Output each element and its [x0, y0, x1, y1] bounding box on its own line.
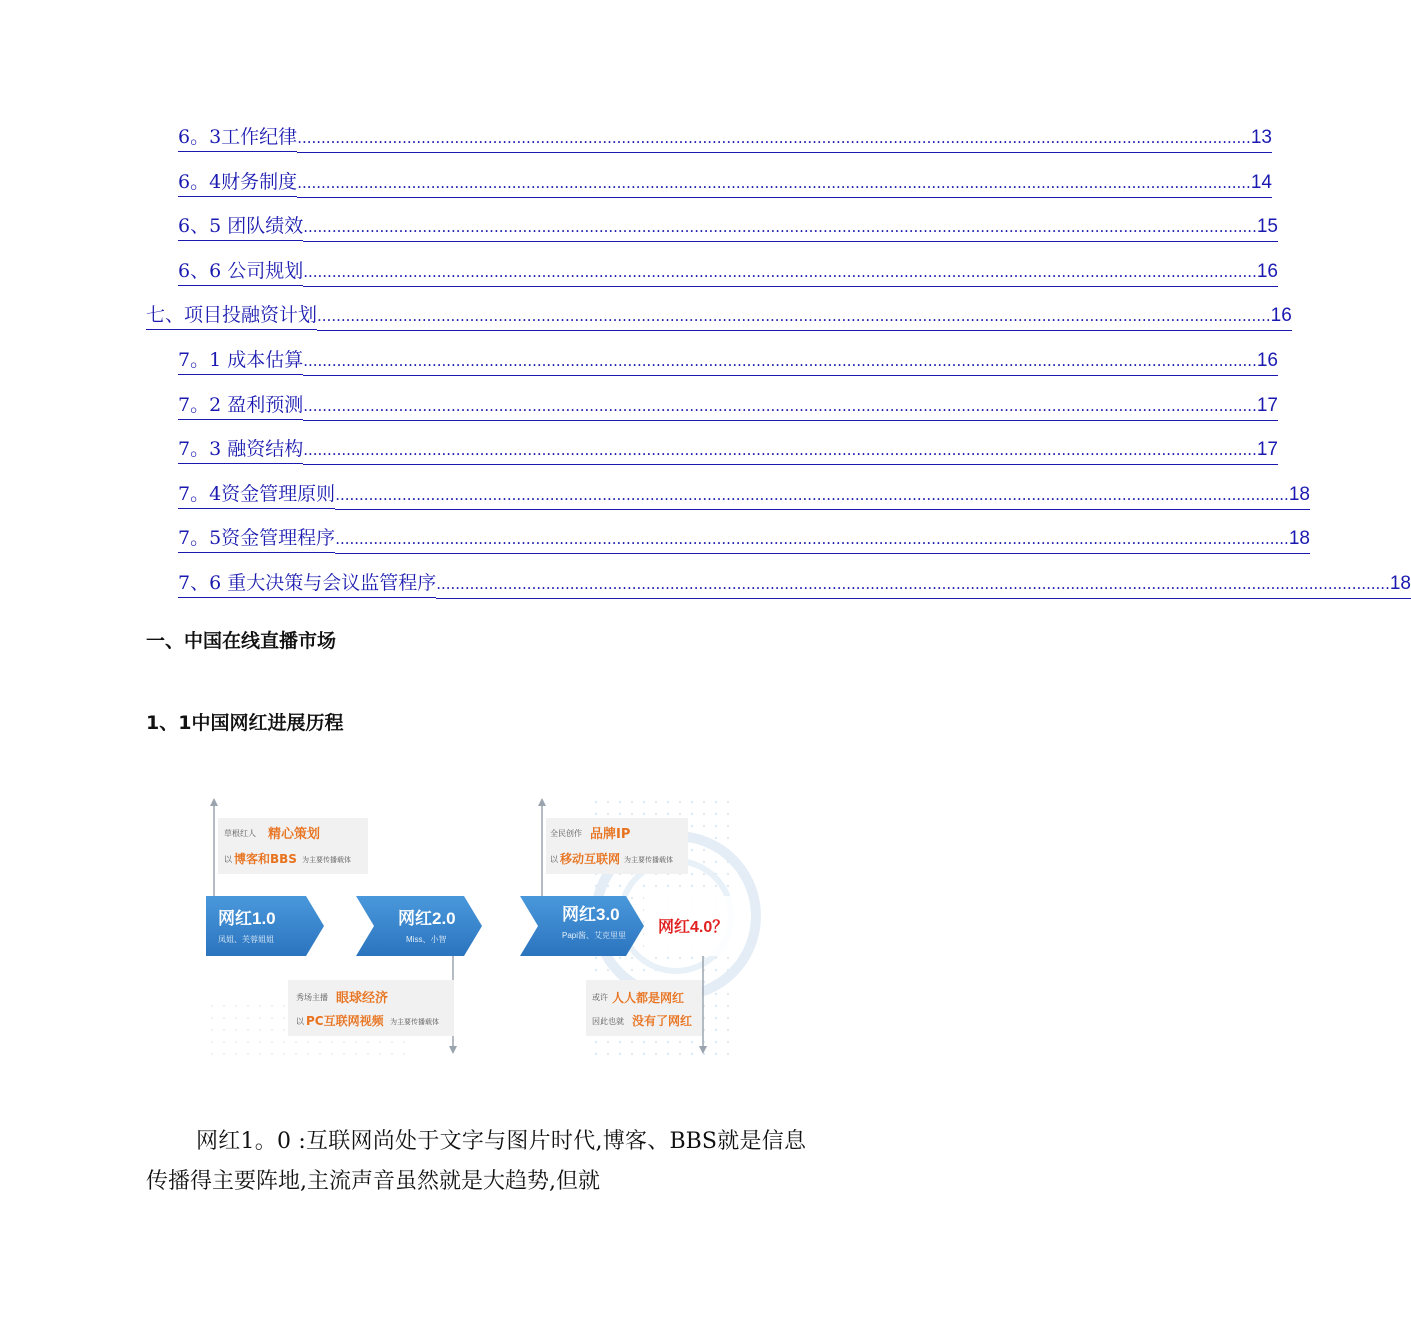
toc-leader-dots: ........................................................................................................................................................................................................	[303, 393, 1257, 421]
toc-entry[interactable]	[178, 570, 1411, 599]
stage-subtitle: 凤姐、芙蓉姐姐	[218, 935, 274, 944]
box-highlight: 博客和BBS	[234, 852, 297, 866]
toc-entry[interactable]	[178, 258, 1278, 287]
toc-leader-dots: ........................................................................................................................................................................................................	[335, 482, 1289, 510]
box-label: 或许	[592, 993, 608, 1002]
box-label: 全民创作	[550, 829, 582, 838]
toc-leader-dots: ........................................................................................................................................................................................................	[297, 170, 1251, 198]
box-label: 以	[550, 855, 558, 864]
toc-entry-title: 6。4财务制度	[178, 169, 297, 197]
toc-entry[interactable]	[146, 302, 1292, 331]
toc-entry[interactable]	[178, 392, 1278, 421]
box-label: 因此也就	[592, 1017, 624, 1026]
toc-leader-dots: ........................................................................................................................................................................................................	[335, 526, 1289, 554]
toc-entry-title: 7。5资金管理程序	[178, 525, 335, 553]
box-highlight: 眼球经济	[336, 991, 389, 1006]
toc-entry-title: 7。4资金管理原则	[178, 481, 335, 509]
subsection-heading: 1、1中国网红进展历程	[146, 712, 344, 734]
toc-leader-dots: ........................................................................................................................................................................................................	[297, 125, 1251, 153]
toc-entry-title: 7、6 重大决策与会议监管程序	[178, 570, 436, 598]
toc-page-number: 18	[1390, 571, 1411, 599]
toc-entry-title: 6、5 团队绩效	[178, 213, 303, 241]
box-label: 以	[224, 855, 232, 864]
toc-entry-title: 7。3 融资结构	[178, 436, 303, 464]
box-label: 为主要传播载体	[390, 1018, 439, 1026]
box-highlight: 人人都是网红	[612, 991, 685, 1005]
toc-entry[interactable]	[178, 525, 1310, 554]
box-highlight: 没有了网红	[632, 1014, 693, 1028]
box-label: 秀场主播	[296, 993, 328, 1002]
toc-page-number: 17	[1257, 393, 1278, 421]
influencer-timeline-figure	[206, 796, 736, 1056]
toc-leader-dots: ........................................................................................................................................................................................................	[436, 571, 1390, 599]
toc-page-number: 16	[1257, 348, 1278, 376]
paragraph-text: 网红1。0 :互联网尚处于文字与图片时代,博客、BBS就是信息传播得主要阵地,主流声音虽然就是大趋势,但就	[146, 1129, 806, 1194]
toc-page-number: 13	[1251, 125, 1272, 153]
toc-page-number: 16	[1271, 303, 1292, 331]
toc-leader-dots: ........................................................................................................................................................................................................	[303, 214, 1257, 242]
stage-title: 网红3.0	[562, 905, 620, 924]
box-highlight: 移动互联网	[560, 852, 621, 866]
toc-entry[interactable]	[178, 169, 1272, 198]
stage-title: 网红4.0？	[658, 919, 729, 936]
toc-entry-title: 6。3工作纪律	[178, 124, 297, 152]
toc-entry-title: 7。1 成本估算	[178, 347, 303, 375]
toc-entry[interactable]	[178, 436, 1278, 465]
stage-subtitle: Miss、小智	[406, 935, 447, 944]
box-label: 为主要传播载体	[302, 856, 351, 864]
toc-leader-dots: ........................................................................................................................................................................................................	[317, 303, 1271, 331]
section-heading: 一、中国在线直播市场	[146, 630, 337, 652]
toc-entry-title: 7。2 盈利预测	[178, 392, 303, 420]
stage-subtitle: Papi酱、艾克里里	[562, 931, 627, 940]
box-label: 为主要传播载体	[624, 856, 673, 864]
stage-title: 网红2.0	[398, 909, 456, 928]
toc-entry[interactable]	[178, 213, 1278, 242]
box-highlight: 品牌IP	[590, 827, 631, 842]
box-label: 草根红人	[224, 829, 256, 838]
toc-page-number: 18	[1289, 526, 1310, 554]
toc-leader-dots: ........................................................................................................................................................................................................	[303, 348, 1257, 376]
toc-page-number: 17	[1257, 437, 1278, 465]
toc-entry[interactable]	[178, 347, 1278, 376]
toc-page-number: 15	[1257, 214, 1278, 242]
box-label: 以	[296, 1017, 304, 1026]
toc-page-number: 16	[1257, 259, 1278, 287]
toc-leader-dots: ........................................................................................................................................................................................................	[303, 437, 1257, 465]
stage-title: 网红1.0	[218, 909, 276, 928]
toc-entry[interactable]	[178, 124, 1272, 153]
toc-entry[interactable]	[178, 481, 1310, 510]
toc-page-number: 14	[1251, 170, 1272, 198]
box-highlight: PC互联网视频	[306, 1014, 384, 1028]
toc-entry-title: 6、6 公司规划	[178, 258, 303, 286]
box-highlight: 精心策划	[268, 827, 321, 842]
timeline-graphic	[206, 796, 736, 1056]
body-paragraph	[146, 1122, 806, 1202]
toc-entry-title: 七、项目投融资计划	[146, 302, 317, 330]
toc-leader-dots: ........................................................................................................................................................................................................	[303, 259, 1257, 287]
toc-page-number: 18	[1289, 482, 1310, 510]
